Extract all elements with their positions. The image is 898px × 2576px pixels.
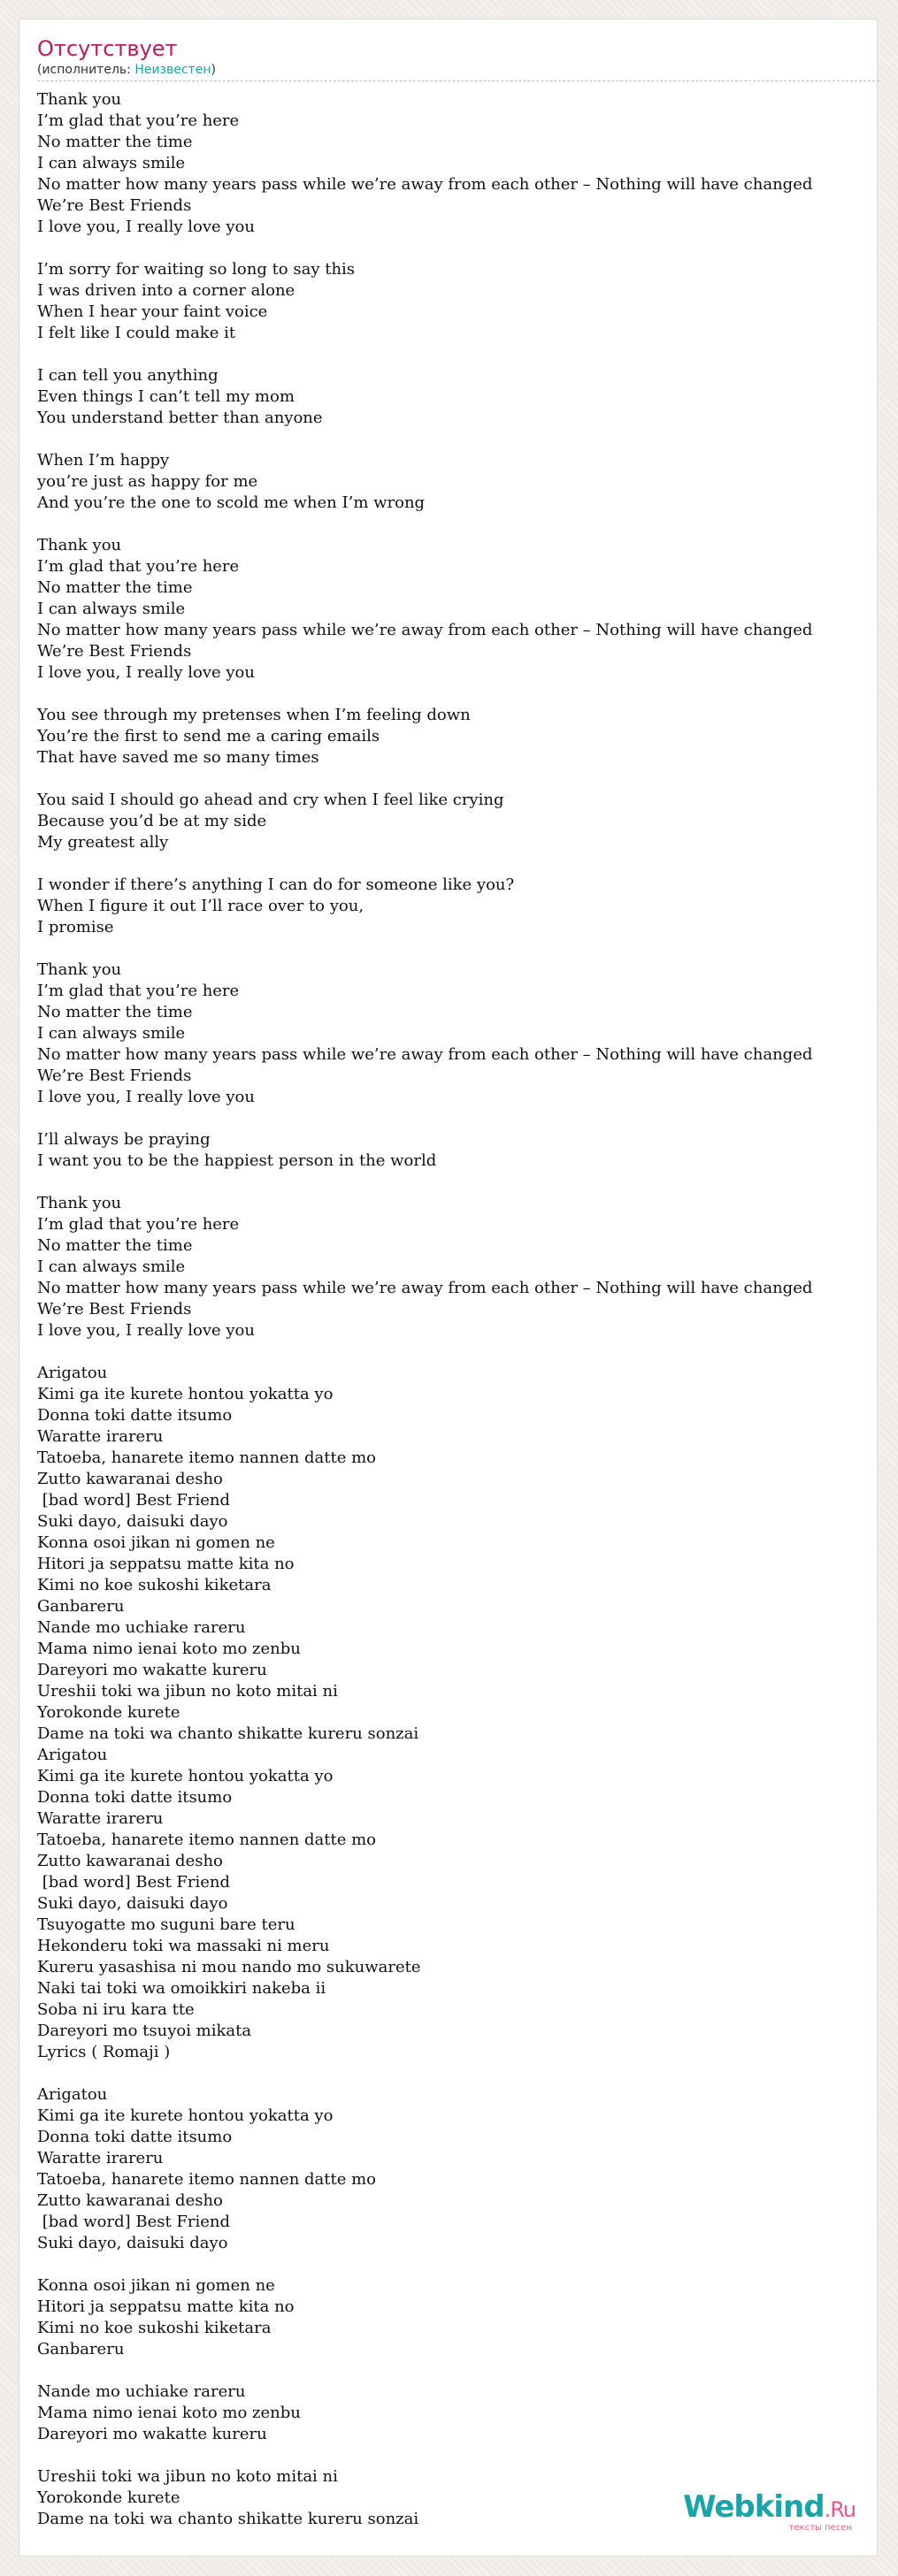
lyric-line: Thank you — [37, 960, 122, 979]
webkind-logo[interactable] — [683, 2489, 856, 2533]
lyric-line: No matter the time — [37, 133, 193, 151]
lyric-line: [bad word] Best Friend — [37, 1491, 231, 1510]
lyric-line: [bad word] Best Friend — [37, 2213, 231, 2231]
lyric-line: Waratte irareru — [37, 1809, 164, 1828]
lyric-line: No matter the time — [37, 578, 193, 597]
lyric-line: Suki dayo, daisuki dayo — [37, 1894, 228, 1913]
lyric-line: Ureshii toki wa jibun no koto mitai ni — [37, 2467, 338, 2486]
lyric-line: Kimi ga ite kurete hontou yokatta yo — [37, 1385, 334, 1403]
lyric-line: Ganbareru — [37, 2340, 125, 2358]
lyric-line: You see through my pretenses when I’m feeling down — [37, 706, 471, 724]
lyric-line: No matter how many years pass while we’re away from each other – Nothing will have changed — [37, 1045, 813, 1064]
lyric-line: Tsuyogatte mo suguni bare teru — [37, 1915, 295, 1934]
lyric-line: Nande mo uchiake rareru — [37, 2382, 246, 2401]
lyric-line: Donna toki datte itsumo — [37, 1788, 233, 1807]
lyric-line: Dareyori mo tsuyoi mikata — [37, 2022, 252, 2040]
lyric-line: Zutto kawaranai desho — [37, 1852, 223, 1870]
lyric-line: Kimi no koe sukoshi kiketara — [37, 1576, 272, 1594]
lyric-line: you’re just as happy for me — [37, 472, 258, 491]
lyric-line: Kimi ga ite kurete hontou yokatta yo — [37, 1767, 334, 1785]
lyric-line: I’ll always be praying — [37, 1130, 211, 1149]
lyric-line: Konna osoi jikan ni gomen ne — [37, 1533, 275, 1552]
lyric-line: Even things I can’t tell my mom — [37, 387, 295, 406]
lyric-line: Dareyori mo wakatte kureru — [37, 1661, 267, 1679]
lyric-line: Donna toki datte itsumo — [37, 2128, 233, 2146]
lyric-line: Kimi no koe sukoshi kiketara — [37, 2319, 272, 2337]
stanza-break — [37, 2445, 898, 2466]
lyric-line: Konna osoi jikan ni gomen ne — [37, 2276, 275, 2295]
lyric-line: Thank you — [37, 536, 122, 554]
logo-name: Webkind — [683, 2489, 825, 2525]
lyric-line: Waratte irareru — [37, 1427, 164, 1446]
lyric-line: I’m glad that you’re here — [37, 1215, 240, 1234]
lyric-line: Soba ni iru kara tte — [37, 2000, 195, 2019]
lyric-line: I was driven into a corner alone — [37, 281, 295, 300]
lyric-line: Yorokonde kurete — [37, 2488, 180, 2507]
lyric-line: We’re Best Friends — [37, 196, 192, 215]
lyric-line: Tatoeba, hanarete itemo nannen datte mo — [37, 1831, 377, 1849]
stanza-break — [37, 238, 898, 259]
stanza-break — [37, 514, 898, 535]
artist-suffix: ) — [211, 63, 216, 77]
lyric-line: Hitori ja seppatsu matte kita no — [37, 2297, 295, 2316]
lyric-line: We’re Best Friends — [37, 1300, 192, 1319]
lyric-line: Donna toki datte itsumo — [37, 1406, 233, 1425]
lyric-line: Waratte irareru — [37, 2149, 164, 2167]
stanza-break — [37, 1172, 898, 1193]
lyric-line: Kureru yasashisa ni mou nando mo sukuwarete — [37, 1958, 421, 1976]
lyric-line: I’m glad that you’re here — [37, 111, 240, 130]
lyric-line: Kimi ga ite kurete hontou yokatta yo — [37, 2106, 334, 2125]
lyric-line: I promise — [37, 918, 114, 936]
lyric-line: That have saved me so many times — [37, 748, 319, 767]
stanza-break — [37, 684, 898, 705]
lyric-line: I can tell you anything — [37, 366, 219, 385]
stanza-break — [37, 2360, 898, 2381]
lyrics-body — [37, 89, 898, 2530]
song-title: Отсутствует — [37, 36, 178, 61]
lyric-line: We’re Best Friends — [37, 642, 192, 661]
lyric-line: Dame na toki wa chanto shikatte kureru sonzai — [37, 1724, 419, 1743]
lyric-line: No matter how many years pass while we’re away from each other – Nothing will have changed — [37, 621, 813, 639]
lyric-line: Nande mo uchiake rareru — [37, 1618, 246, 1637]
stanza-break — [37, 1342, 898, 1363]
lyric-line: Arigatou — [37, 1364, 108, 1382]
artist-line — [37, 62, 879, 78]
lyric-line: [bad word] Best Friend — [37, 1873, 231, 1892]
lyric-line: I can always smile — [37, 1257, 186, 1276]
lyric-line: Hitori ja seppatsu matte kita no — [37, 1555, 295, 1573]
lyric-line: You’re the first to send me a caring emails — [37, 727, 380, 745]
lyric-line: Mama nimo ienai koto mo zenbu — [37, 2404, 301, 2422]
lyric-line: I love you, I really love you — [37, 663, 255, 682]
logo-tagline: тексты песен — [788, 2523, 852, 2533]
logo-suffix: .Ru — [824, 2497, 856, 2522]
lyric-line: You understand better than anyone — [37, 409, 323, 427]
lyric-line: No matter the time — [37, 1003, 193, 1021]
lyric-line: No matter the time — [37, 1236, 193, 1255]
lyric-line: Arigatou — [37, 2085, 108, 2104]
stanza-break — [37, 853, 898, 875]
lyric-line: My greatest ally — [37, 833, 169, 852]
lyric-line: When I hear your faint voice — [37, 302, 268, 321]
lyric-line: Suki dayo, daisuki dayo — [37, 2234, 228, 2252]
stanza-break — [37, 2063, 898, 2084]
lyric-line: Thank you — [37, 90, 122, 109]
lyric-line: Zutto kawaranai desho — [37, 1470, 223, 1488]
lyric-line: Dame na toki wa chanto shikatte kureru sonzai — [37, 2510, 419, 2528]
lyric-line: Tatoeba, hanarete itemo nannen datte mo — [37, 1449, 377, 1467]
stanza-break — [37, 344, 898, 365]
lyric-line: I can always smile — [37, 154, 186, 172]
lyric-line: I’m glad that you’re here — [37, 557, 240, 576]
lyric-line: Mama nimo ienai koto mo zenbu — [37, 1640, 301, 1658]
lyric-line: Naki tai toki wa omoikkiri nakeba ii — [37, 1979, 326, 1998]
artist-link[interactable]: Неизвестен — [134, 63, 211, 77]
lyric-line: I felt like I could make it — [37, 324, 236, 342]
lyric-line: Lyrics ( Romaji ) — [37, 2043, 171, 2061]
lyrics-card — [19, 19, 878, 2557]
stanza-break — [37, 429, 898, 450]
lyric-line: We’re Best Friends — [37, 1066, 192, 1085]
lyric-line: I can always smile — [37, 1024, 186, 1043]
artist-prefix: (исполнитель: — [37, 63, 135, 77]
lyric-line: Ganbareru — [37, 1597, 125, 1616]
lyric-line: I love you, I really love you — [37, 218, 255, 236]
lyric-line: You said I should go ahead and cry when I feel like crying — [37, 791, 504, 809]
lyric-line: Because you’d be at my side — [37, 812, 267, 830]
lyric-line: Dareyori mo wakatte kureru — [37, 2425, 267, 2443]
logo-wordmark — [683, 2489, 856, 2525]
lyric-line: I love you, I really love you — [37, 1088, 255, 1106]
stanza-break — [37, 938, 898, 959]
lyric-line: Ureshii toki wa jibun no koto mitai ni — [37, 1682, 338, 1701]
stanza-break — [37, 768, 898, 790]
lyric-line: I wonder if there’s anything I can do for someone like you? — [37, 875, 515, 894]
lyric-line: I’m sorry for waiting so long to say this — [37, 260, 356, 279]
lyric-line: Arigatou — [37, 1746, 108, 1764]
lyric-line: Tatoeba, hanarete itemo nannen datte mo — [37, 2170, 377, 2189]
lyric-line: I’m glad that you’re here — [37, 982, 240, 1000]
lyric-line: No matter how many years pass while we’re away from each other – Nothing will have changed — [37, 1279, 813, 1297]
lyric-line: When I figure it out I’ll race over to you, — [37, 897, 365, 915]
lyric-line: Suki dayo, daisuki dayo — [37, 1512, 228, 1531]
lyric-line: No matter how many years pass while we’re away from each other – Nothing will have changed — [37, 175, 813, 194]
lyric-line: I love you, I really love you — [37, 1321, 255, 1340]
lyric-line: Yorokonde kurete — [37, 1703, 180, 1722]
lyric-line: And you’re the one to scold me when I’m wrong — [37, 493, 426, 512]
lyric-line: I can always smile — [37, 600, 186, 618]
stanza-break — [37, 1108, 898, 1129]
lyric-line: Thank you — [37, 1194, 122, 1212]
stanza-break — [37, 2254, 898, 2275]
lyric-line: Hekonderu toki wa massaki ni meru — [37, 1937, 330, 1955]
song-header — [37, 35, 879, 81]
lyric-line: When I’m happy — [37, 451, 170, 470]
lyric-line: I want you to be the happiest person in the world — [37, 1151, 437, 1170]
lyric-line: Zutto kawaranai desho — [37, 2191, 223, 2210]
